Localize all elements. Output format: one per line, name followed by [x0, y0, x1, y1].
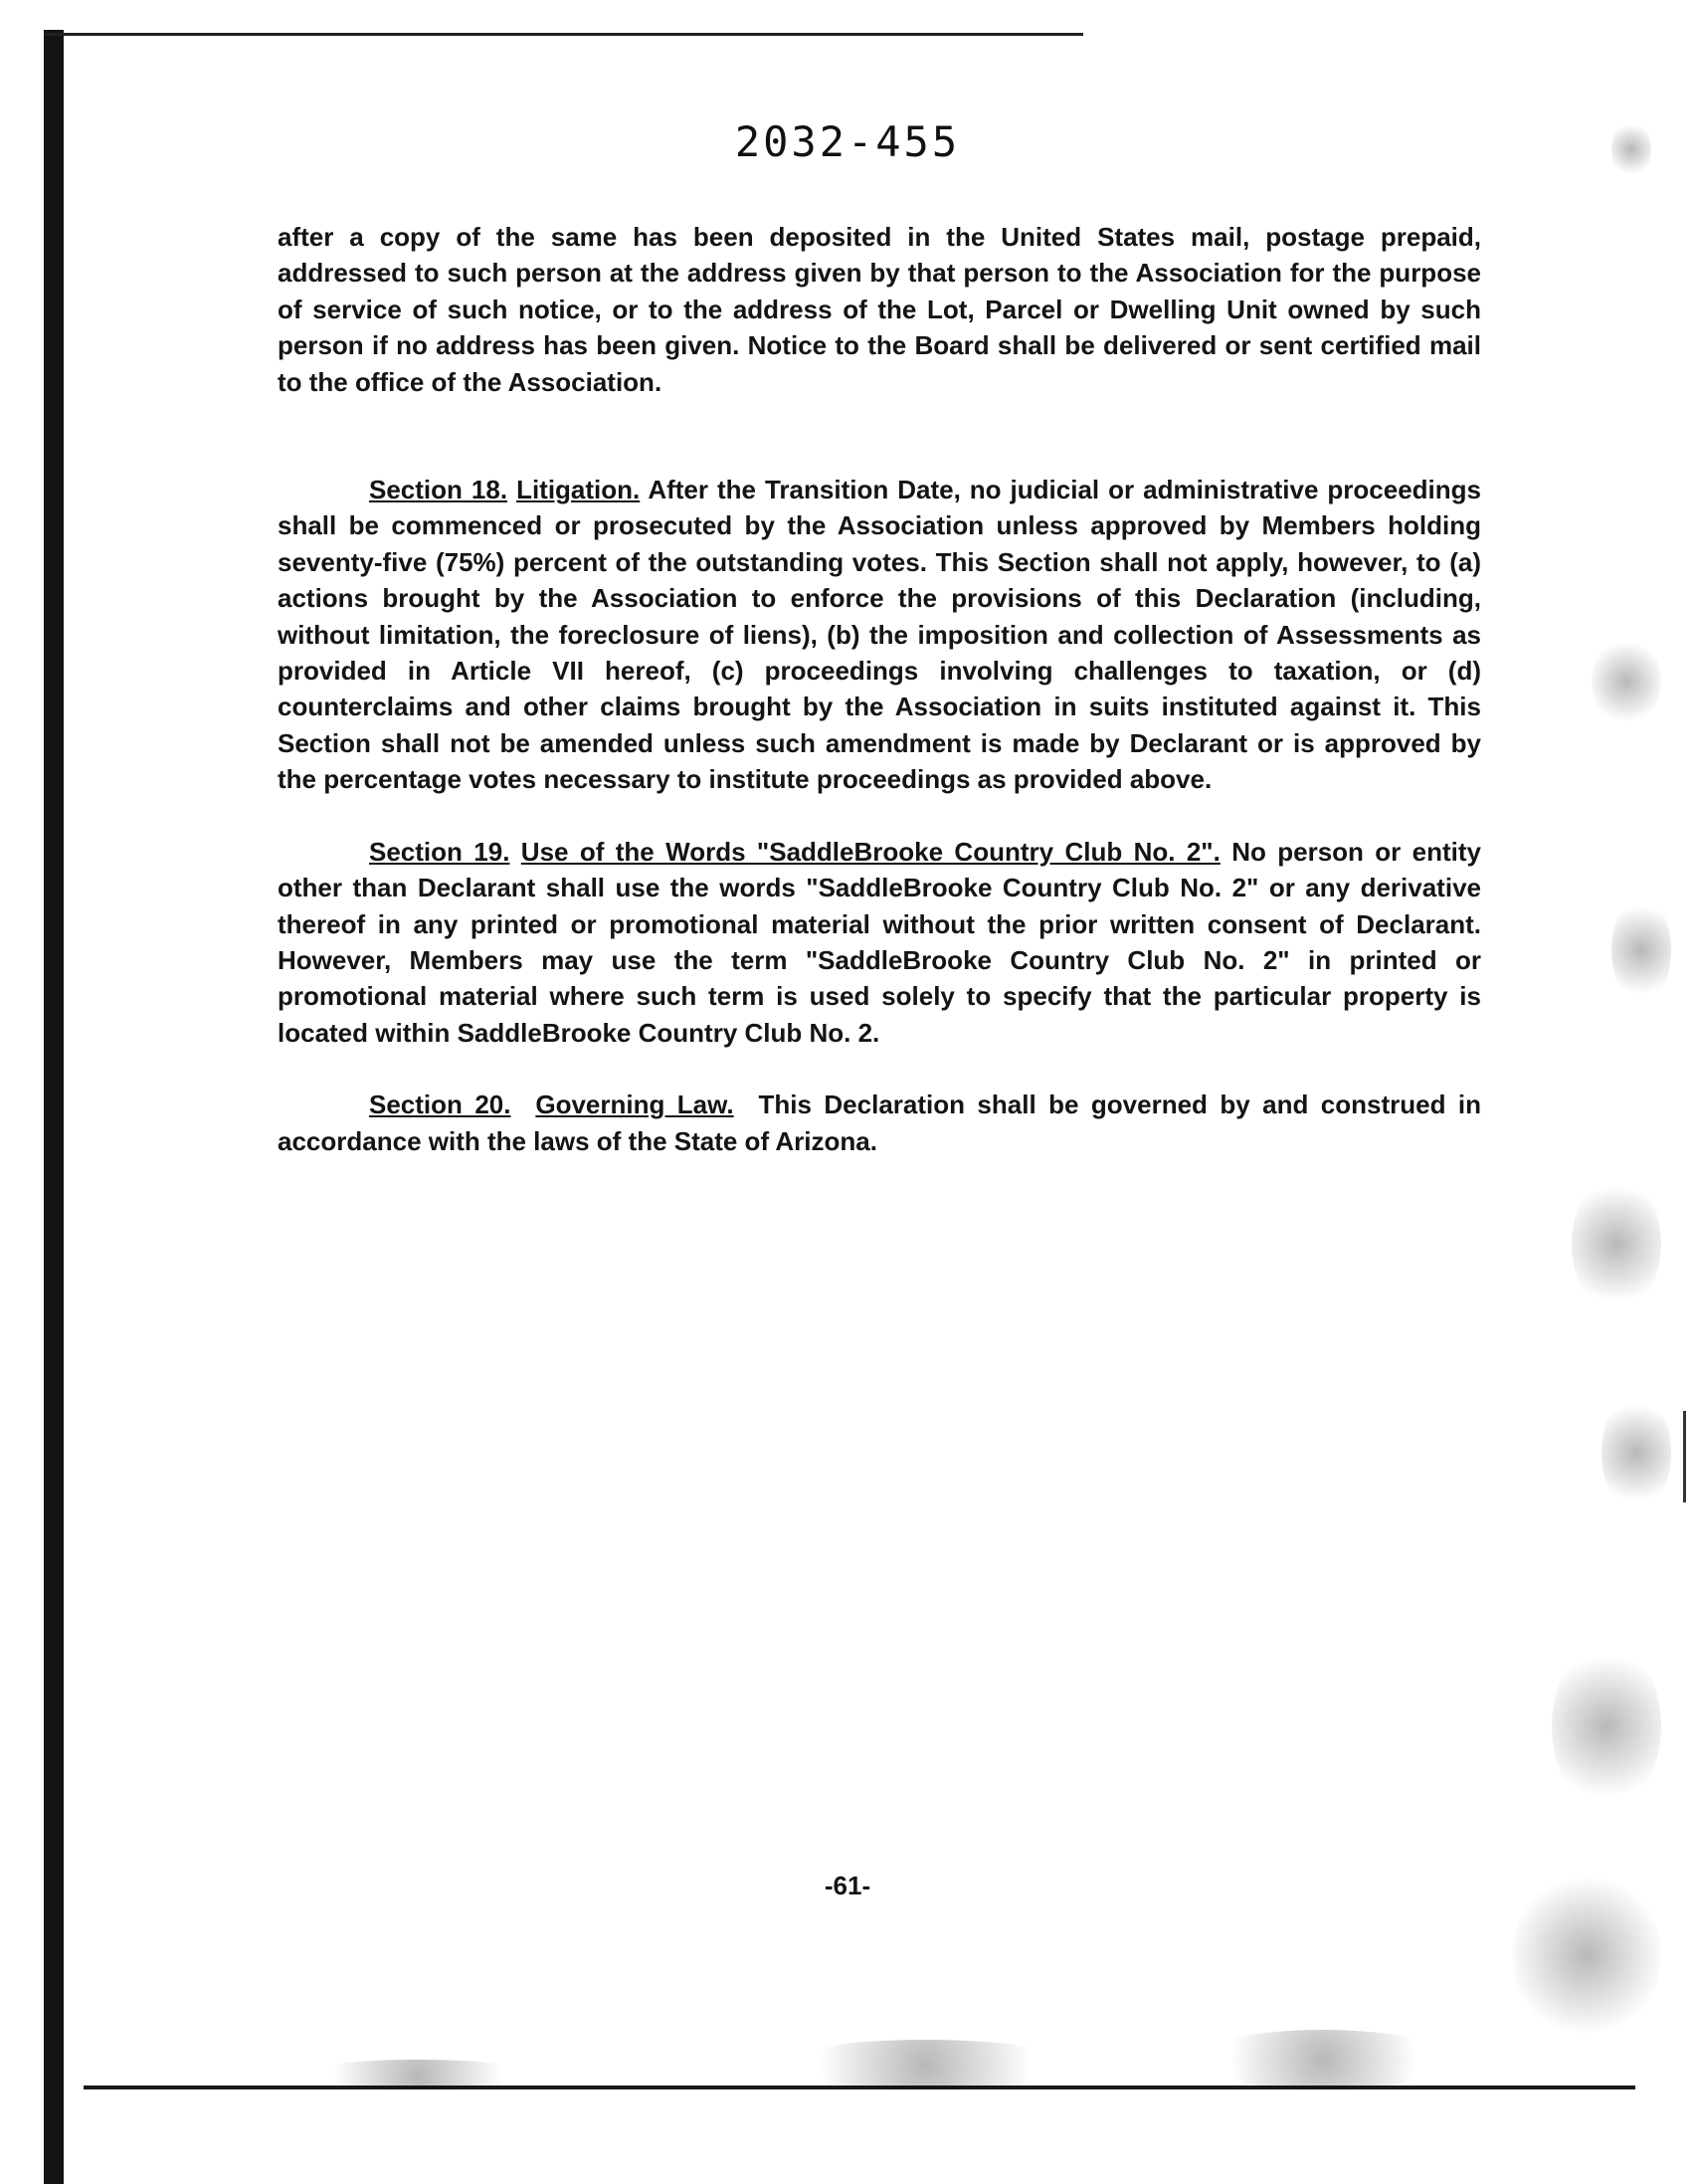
section-19-body: No person or entity other than Declarant shall use the words "SaddleBrooke Country Club No. 2" or any derivative thereof in any printed or promotional material without the prior written consent of Declarant. However, Members may use the term "SaddleBrooke Country Club No. 2" in printed or promotional material where such term is used solely to specify that the particular property is located within SaddleBrooke Country Club No. 2.: [278, 836, 1481, 1048]
scan-right-mark: [1683, 1411, 1686, 1502]
section-18-number: Section 18.: [369, 475, 508, 505]
section-19-title: Use of the Words "SaddleBrooke Country Club No. 2".: [520, 836, 1221, 867]
scan-top-rule: [44, 33, 1083, 36]
continuation-paragraph: after a copy of the same has been deposited in the United States mail, postage prepaid, addressed to such person at the address given by that person to the Association for the purpose of service of such notice, or to the address of the Lot, Parcel or Dwelling Unit owned by such person if no address has been given. Notice to the Board shall be delivered or sent certified mail to the office of the Association.: [278, 222, 1481, 397]
section-20-body: This Declaration shall be governed by and construed in accordance with the laws of the State of Arizona.: [278, 1090, 1482, 1156]
section-19-paragraph: [278, 834, 1481, 1051]
section-18-body: After the Transition Date, no judicial or administrative proceedings shall be commenced or prosecuted by the Association unless approved by Members holding seventy-five (75%) percent of the outstanding votes. This Section shall not apply, however, to (a) actions brought by the Association to enforce the provisions of this Declaration (including, without limitation, the foreclosure of liens), (b) the imposition and collection of Assessments as provided in Article VII hereof, (c) proceedings involving challenges to taxation, or (d) counterclaims and other claims brought by the Association in suits instituted against it. This Section shall not be amended unless such amendment is made by Declarant or is approved by the percentage votes necessary to institute proceedings as provided above.: [278, 475, 1481, 795]
section-19-number: Section 19.: [369, 836, 510, 867]
document-number: 2032-455: [734, 117, 961, 166]
section-20-title: Governing Law.: [535, 1090, 734, 1120]
section-20-paragraph: [278, 1087, 1481, 1159]
document-body: [278, 219, 1481, 1195]
page-number: -61-: [824, 1871, 871, 1900]
section-20-number: Section 20.: [369, 1090, 511, 1120]
section-18-paragraph: [278, 472, 1481, 798]
section-18-title: Litigation.: [516, 475, 641, 505]
scan-left-border: [44, 30, 64, 2184]
